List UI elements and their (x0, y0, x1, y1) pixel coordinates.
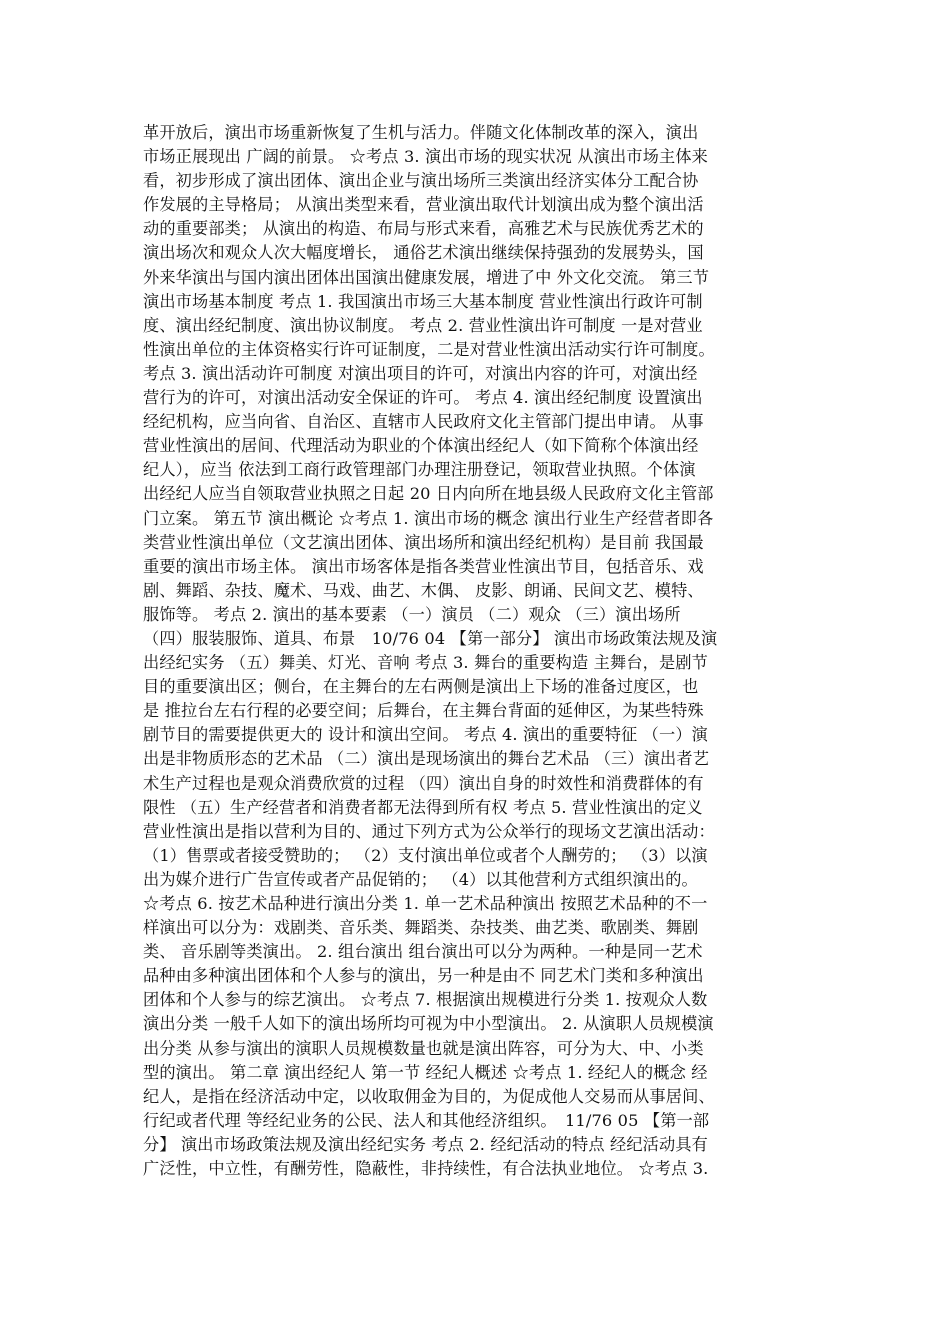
text-line: 出分类 从参与演出的演职人员规模数量也就是演出阵容，可分为大、中、小类 (143, 1038, 704, 1058)
text-line: 出经纪实务 （五）舞美、灯光、音响 考点 3. 舞台的重要构造 主舞台，是剧节 (143, 653, 709, 673)
text-line: 经纪机构，应当向省、自治区、直辖市人民政府文化主管部门提出申请。 从事 (143, 412, 704, 432)
text-line: （1）售票或者接受赞助的； （2）支付演出单位或者个人酬劳的； （3）以演 (143, 845, 708, 865)
text-line: 度、演出经纪制度、演出协议制度。 考点 2. 营业性演出许可制度 一是对营业 (143, 315, 703, 335)
text-line: （四）服装服饰、道具、布景 10/76 04 【第一部分】 演出市场政策法规及演 (143, 628, 718, 648)
text-line: 术生产过程也是观众消费欣赏的过程 （四）演出自身的时效性和消费群体的有 (143, 773, 704, 793)
text-line: 型的演出。 第二章 演出经纪人 第一节 经纪人概述 ☆考点 1. 经纪人的概念 经 (143, 1062, 708, 1082)
body-text (143, 121, 809, 1181)
text-line: 目的重要演出区；侧台，在主舞台的左右两侧是演出上下场的准备过度区，也 (143, 677, 699, 697)
text-line: 限性 （五）生产经营者和消费者都无法得到所有权 考点 5. 营业性演出的定义 (143, 797, 703, 817)
text-line: 纪人），应当 依法到工商行政管理部门办理注册登记，领取营业执照。个体演 (143, 460, 696, 480)
text-line: 剧节目的需要提供更大的 设计和演出空间。 考点 4. 演出的重要特征 （一）演 (143, 725, 709, 745)
text-line: 演出分类 一般千人如下的演出场所均可视为中小型演出。 2. 从演职人员规模演 (143, 1014, 714, 1034)
text-line: 外来华演出与国内演出团体出国演出健康发展，增进了中 外文化交流。 第三节 (143, 267, 710, 287)
text-line: 出是非物质形态的艺术品 （二）演出是现场演出的舞台艺术品 （三）演出者艺 (143, 749, 710, 769)
text-line: 革开放后，演出市场重新恢复了生机与活力。伴随文化体制改革的深入，演出 (143, 123, 699, 142)
text-line: ☆考点 6. 按艺术品种进行演出分类 1. 单一艺术品种演出 按照艺术品种的不一 (143, 894, 708, 913)
text-line: 出经纪人应当自领取营业执照之日起 20 日内向所在地县级人民政府文化主管部 (143, 484, 714, 504)
text-line: 门立案。 第五节 演出概论 ☆考点 1. 演出市场的概念 演出行业生产经营者即各 (143, 508, 714, 528)
text-line: 作发展的主导格局； 从演出类型来看，营业演出取代计划演出成为整个演出活 (143, 195, 704, 215)
text-line: 纪人，是指在经济活动中定，以收取佣金为目的，为促成他人交易而从事居间、 (143, 1086, 715, 1106)
text-line: 考点 3. 演出活动许可制度 对演出项目的许可，对演出内容的许可，对演出经 (143, 363, 698, 383)
text-line: 分】 演出市场政策法规及演出经纪实务 考点 2. 经纪活动的特点 经纪活动具有 (143, 1134, 709, 1154)
text-line: 重要的演出市场主体。 演出市场客体是指各类营业性演出节目，包括音乐、戏 (143, 556, 704, 576)
text-line: 剧、舞蹈、杂技、魔术、马戏、曲艺、木偶、 皮影、朗诵、民间文艺、模特、 (143, 580, 704, 600)
text-line: 营业性演出的居间、代理活动为职业的个体演出经纪人（如下简称个体演出经 (143, 436, 699, 456)
text-line: 市场正展现出 广阔的前景。 ☆考点 3. 演出市场的现实状况 从演出市场主体来 (143, 147, 709, 167)
text-line: 团体和个人参与的综艺演出。 ☆考点 7. 根据演出规模进行分类 1. 按观众人数 (143, 990, 708, 1010)
text-line: 类营业性演出单位（文艺演出团体、演出场所和演出经纪机构）是目前 我国最 (143, 532, 704, 552)
text-line: 类、 音乐剧等类演出。 2. 组台演出 组台演出可以分为两种。一种是同一艺术 (143, 942, 703, 962)
text-line: 营业性演出是指以营利为目的、通过下列方式为公众举行的现场文艺演出活动： (143, 821, 715, 841)
text-line: 是 推拉台左右行程的必要空间；后舞台，在主舞台背面的延伸区，为某些特殊 (143, 701, 704, 721)
text-line: 广泛性，中立性，有酬劳性，隐蔽性，非持续性，有合法执业地位。 ☆考点 3. (143, 1159, 709, 1179)
text-line: 样演出可以分为：戏剧类、音乐类、舞蹈类、杂技类、曲艺类、歌剧类、舞剧 (143, 918, 699, 938)
text-line: 品种由多种演出团体和个人参与的演出，另一种是由不 同艺术门类和多种演出 (143, 966, 704, 986)
text-line: 演出市场基本制度 考点 1. 我国演出市场三大基本制度 营业性演出行政许可制 (143, 291, 703, 311)
text-line: 性演出单位的主体资格实行许可证制度，二是对营业性演出活动实行许可制度。 (143, 339, 715, 359)
text-line: 出为媒介进行广告宣传或者产品促销的； （4）以其他营利方式组织演出的。 (143, 869, 698, 889)
text-line: 看，初步形成了演出团体、演出企业与演出场所三类演出经济实体分工配合协 (143, 171, 699, 191)
text-line: 动的重要部类； 从演出的构造、布局与形式来看，高雅艺术与民族优秀艺术的 (143, 219, 704, 239)
text-line: 行纪或者代理 等经纪业务的公民、法人和其他经济组织。 11/76 05 【第一部 (143, 1110, 710, 1130)
text-line: 演出场次和观众人次大幅度增长， 通俗艺术演出继续保持强劲的发展势头，国 (143, 243, 704, 263)
text-line: 营行为的许可，对演出活动安全保证的许可。 考点 4. 演出经纪制度 设置演出 (143, 388, 703, 408)
text-line: 服饰等。 考点 2. 演出的基本要素 （一）演员 （二）观众 （三）演出场所 (143, 604, 681, 624)
